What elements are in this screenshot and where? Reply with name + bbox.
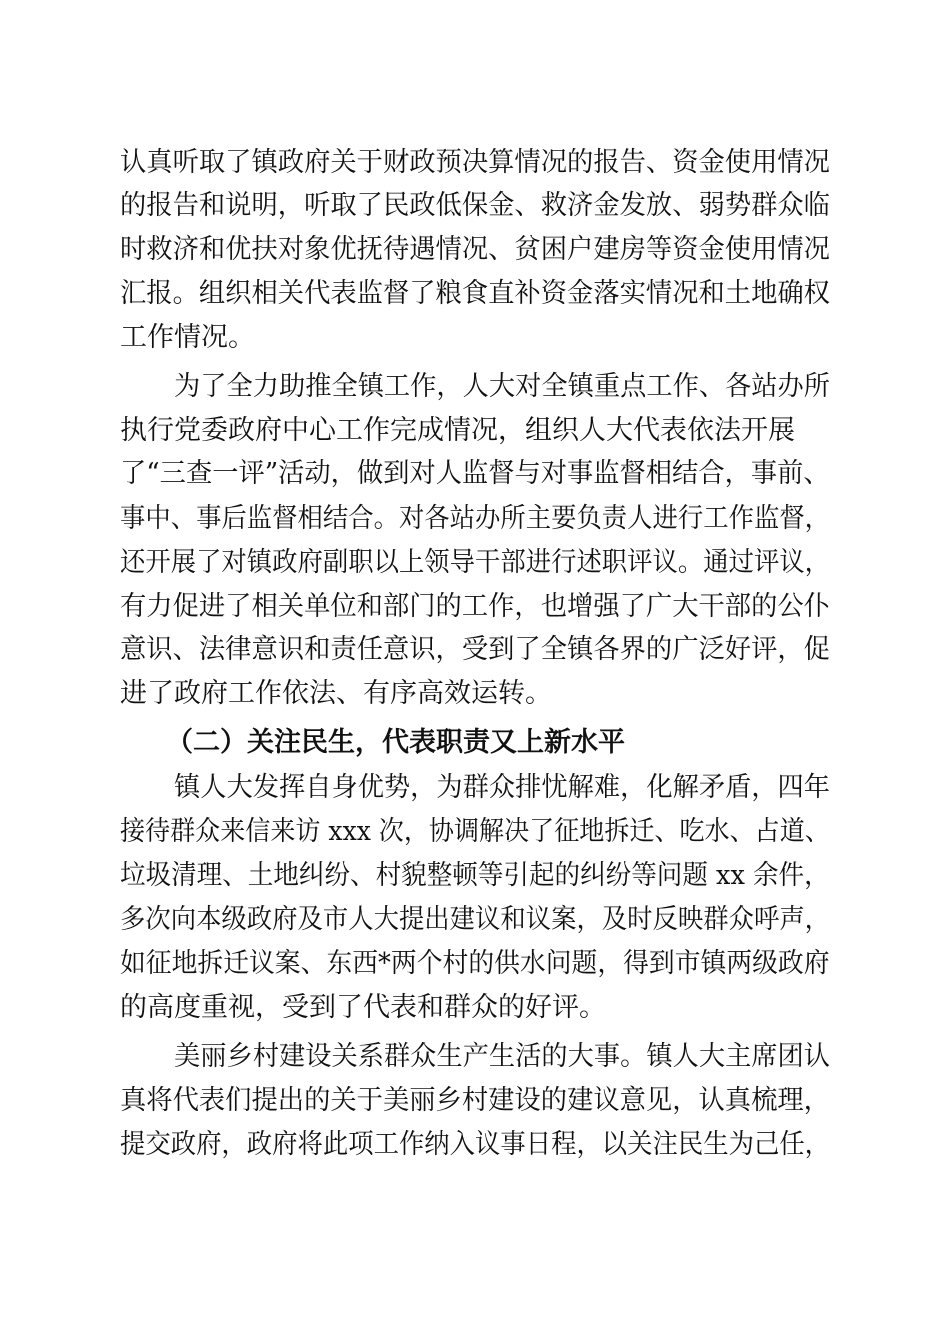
text-line: 工作情况。 [120, 322, 255, 353]
text-line: 进了政府工作依法、有序高效运转。 [120, 678, 552, 709]
text-line: 了“三查一评”活动，做到对人监督与对事监督相结合，事前、 [120, 458, 830, 489]
text-line: 镇人大发挥自身优势，为群众排忧解难，化解矛盾，四年 [174, 772, 831, 803]
text-line: 如征地拆迁议案、东西*两个村的供水问题，得到市镇两级政府 [120, 948, 830, 979]
text-line: 事中、事后监督相结合。对各站办所主要负责人进行工作监督， [120, 503, 831, 534]
text-line: 执行党委政府中心工作完成情况，组织人大代表依法开展 [120, 415, 795, 446]
text-line: 时救济和优扶对象优抚待遇情况、贫困户建房等资金使用情况 [120, 234, 830, 265]
text-line: 的高度重视，受到了代表和群众的好评。 [120, 992, 606, 1023]
text-line: 接待群众来信来访 xxx 次，协调解决了征地拆迁、吃水、占道、 [120, 816, 830, 847]
text-line: 垃圾清理、土地纠纷、村貌整顿等引起的纠纷等问题 xx 余件， [120, 860, 830, 891]
text-line: 汇报。组织相关代表监督了粮食直补资金落实情况和土地确权 [120, 278, 830, 309]
text-line: 美丽乡村建设关系群众生产生活的大事。镇人大主席团认 [174, 1041, 831, 1072]
text-line: 有力促进了相关单位和部门的工作，也增强了广大干部的公仆 [120, 591, 830, 622]
text-line: 的报告和说明，听取了民政低保金、救济金发放、弱势群众临 [120, 190, 830, 221]
text-line: 真将代表们提出的关于美丽乡村建设的建议意见，认真梳理， [120, 1085, 830, 1116]
text-line: 为了全力助推全镇工作，人大对全镇重点工作、各站办所 [174, 371, 831, 402]
section-heading: （二）关注民生，代表职责又上新水平 [166, 727, 625, 758]
text-line: 认真听取了镇政府关于财政预决算情况的报告、资金使用情况 [120, 147, 830, 178]
text-line: 多次向本级政府及市人大提出建议和议案，及时反映群众呼声， [120, 904, 831, 935]
text-line: 还开展了对镇政府副职以上领导干部进行述职评议。通过评议， [120, 547, 831, 578]
text-line: 提交政府，政府将此项工作纳入议事日程，以关注民生为己任， [120, 1129, 831, 1160]
text-line: 意识、法律意识和责任意识，受到了全镇各界的广泛好评，促 [120, 634, 830, 665]
